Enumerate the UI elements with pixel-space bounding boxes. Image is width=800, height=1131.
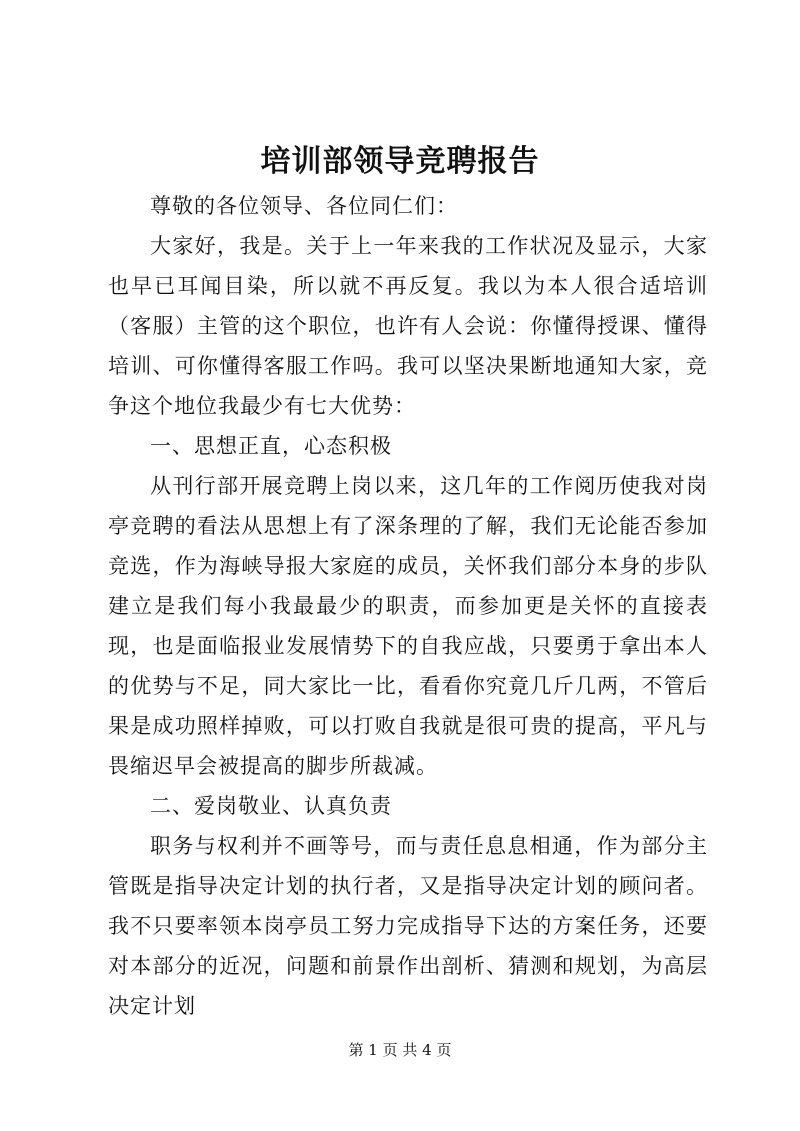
- intro-paragraph: 大家好，我是。关于上一年来我的工作状况及显示，大家也早已耳闻目染，所以就不再反复。我以为本人很合适培训（客服）主管的这个职位，也许有人会说：你懂得授课、懂得培训、可你懂得客服工作吗。我可以坚决果断地通知大家，竞争这个地位我最少有七大优势：: [108, 234, 708, 418]
- section-2-paragraph: 职务与权利并不画等号，而与责任息息相通，作为部分主管既是指导决定计划的执行者，又是指导决定计划的顾问者。我不只要率领本岗亭员工努力完成指导下达的方案任务，还要对本部分的近况，问题和前景作出剖析、猜测和规划，为高层决定计划: [108, 834, 708, 1018]
- section-1-paragraph: 从刊行部开展竞聘上岗以来，这几年的工作阅历使我对岗亭竞聘的看法从思想上有了深条理的了解，我们无论能否参加竞选，作为海峡导报大家庭的成员，关怀我们部分本身的步队建立是我们每小我最最少的职责，而参加更是关怀的直接表现，也是面临报业发展情势下的自我应战，只要勇于拿出本人的优势与不足，同大家比一比，看看你究竟几斤几两，不管后果是成功照样掉败，可以打败自我就是很可贵的提高，平凡与畏缩迟早会被提高的脚步所裁减。: [108, 474, 708, 778]
- section-heading-2: 二、爱岗敬业、认真负责: [150, 794, 392, 818]
- section-heading-1: 一、思想正直，心态积极: [150, 434, 392, 458]
- document-title: 培训部领导竞聘报告: [260, 144, 540, 179]
- document-body: [108, 186, 708, 1026]
- salutation-paragraph: 尊敬的各位领导、各位同仁们：: [150, 194, 458, 218]
- page-footer: 第 1 页 共 4 页: [348, 1041, 452, 1059]
